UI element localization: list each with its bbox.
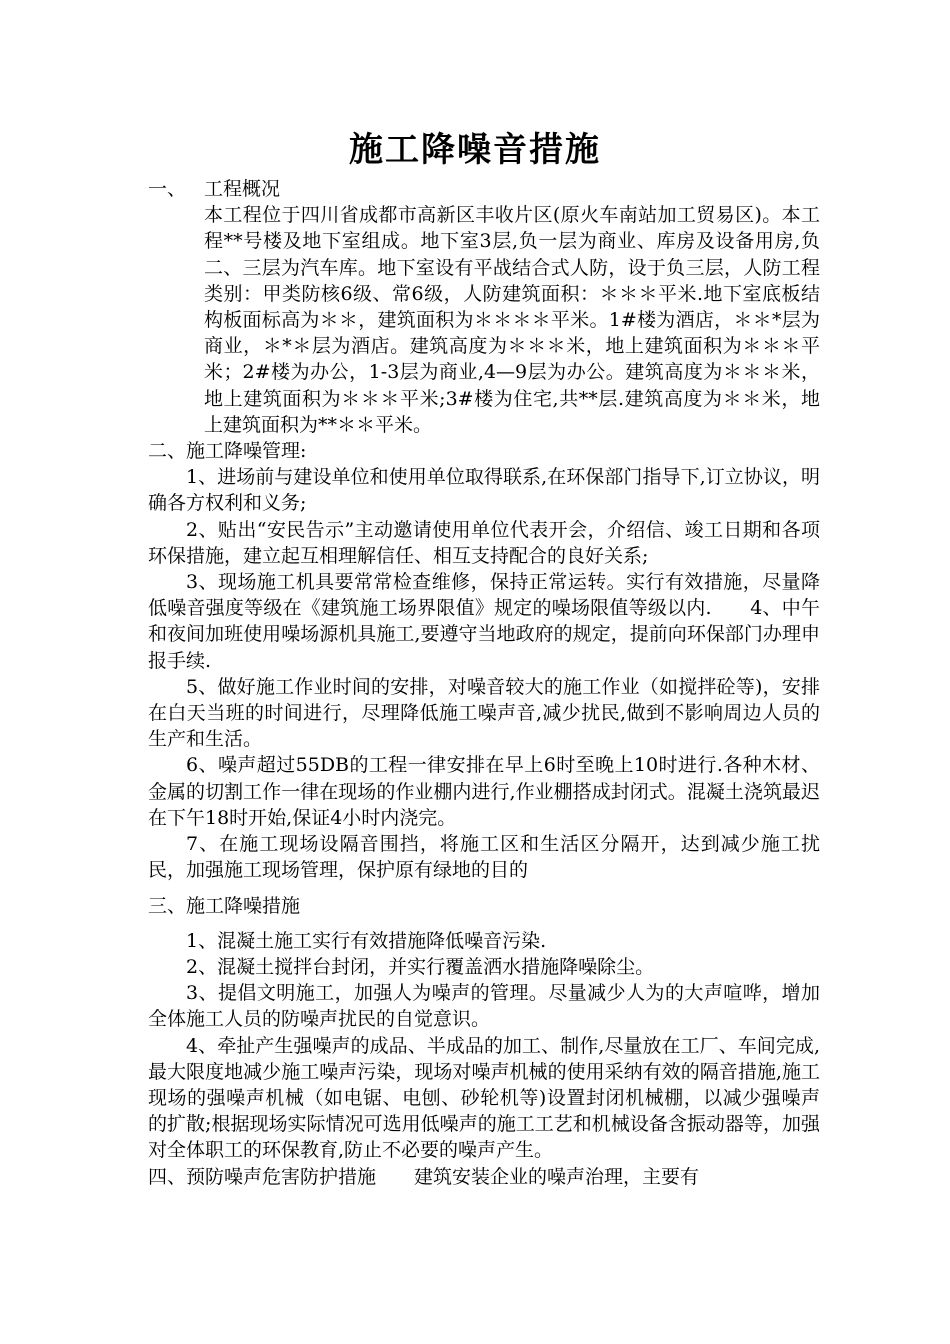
- section-2-item-3: 3、现场施工机具要常常检查维修，保持正常运转。实行有效措施，尽量降低噪音强度等级在《建筑施工场界限值》规定的噪场限值等级以内. 4、中午和夜间加班使用噪场源机具施工,要遵守当地政府的规定，提前向环保部门办理申报手续.: [148, 571, 820, 672]
- section-1-heading: [148, 176, 820, 202]
- section-3-item-4: 4、牵扯产生强噪声的成品、半成品的加工、制作,尽量放在工厂、车间完成,最大限度地减少施工噪声污染，现场对噪声机械的使用采纳有效的隔音措施,施工现场的强噪声机械（如电锯、电刨、砂轮机等)设置封闭机械棚，以减少强噪声的扩散;根据现场实际情况可选用低噪声的施工工艺和机械设备含振动器等，加强对全体职工的环保教育,防止不必要的噪声产生。: [148, 1034, 820, 1162]
- document-body: [148, 176, 820, 1190]
- section-2-heading: 二、施工降噪管理:: [148, 440, 307, 463]
- section-1-title: 工程概况: [204, 178, 281, 200]
- section-3-item-1: 1、混凝土施工实行有效措施降低噪音污染.: [186, 929, 547, 952]
- section-4-heading: 四、预防噪声危害防护措施 建筑安装企业的噪声治理，主要有: [148, 1165, 700, 1188]
- section-3-item-2: 2、混凝土搅拌台封闭，并实行覆盖洒水措施降噪除尘。: [186, 955, 655, 978]
- section-2-item-7: 7、在施工现场设隔音围挡，将施工区和生活区分隔开，达到减少施工扰民，加强施工现场管理，保护原有绿地的目的: [148, 833, 820, 882]
- document-title: 施工降噪音措施: [349, 130, 601, 170]
- section-2-item-2: 2、贴出“安民告示”主动邀请使用单位代表开会，介绍信、竣工日期和各项环保措施，建立起互相理解信任、相互支持配合的良好关系;: [148, 518, 820, 567]
- section-1-number: 一、: [148, 178, 187, 200]
- section-2-item-1: 1、进场前与建设单位和使用单位取得联系,在环保部门指导下,订立协议，明确各方权利和义务;: [148, 466, 820, 515]
- section-1-paragraph: 本工程位于四川省成都市高新区丰收片区(原火车南站加工贸易区)。本工程**号楼及地下室组成。地下室3层,负一层为商业、库房及设备用房,负二、三层为汽车库。地下室设有平战结合式人防，设于负三层，人防工程类别：甲类防核6级、常6级，人防建筑面积：＊＊＊平米.地下室底板结构板面标高为＊＊，建筑面积为＊＊＊＊平米。1#楼为酒店，＊＊*层为商业，＊*＊层为酒店。建筑高度为＊＊＊米，地上建筑面积为＊＊＊平米；2#楼为办公，1-3层为商业,4—9层为办公。建筑高度为＊＊＊米，地上建筑面积为＊＊＊平米;3#楼为住宅,共**层.建筑高度为＊＊米，地上建筑面积为**＊＊平米。: [204, 204, 820, 436]
- section-2-item-5: 5、做好施工作业时间的安排，对噪音较大的施工作业（如搅拌砼等)，安排在白天当班的时间进行，尽理降低施工噪声音,减少扰民,做到不影响周边人员的生产和生活。: [148, 675, 820, 751]
- section-3-item-3: 3、提倡文明施工，加强人为噪声的管理。尽量减少人为的大声喧哗，增加全体施工人员的防噪声扰民的自觉意识。: [148, 982, 820, 1031]
- section-2-item-6: 6、噪声超过55DB的工程一律安排在早上6时至晚上10时进行.各种木材、金属的切割工作一律在现场的作业棚内进行,作业棚搭成封闭式。混凝土浇筑最迟在下午18时开始,保证4小时内浇完。: [148, 754, 820, 829]
- section-3-heading: 三、施工降噪措施: [148, 895, 301, 918]
